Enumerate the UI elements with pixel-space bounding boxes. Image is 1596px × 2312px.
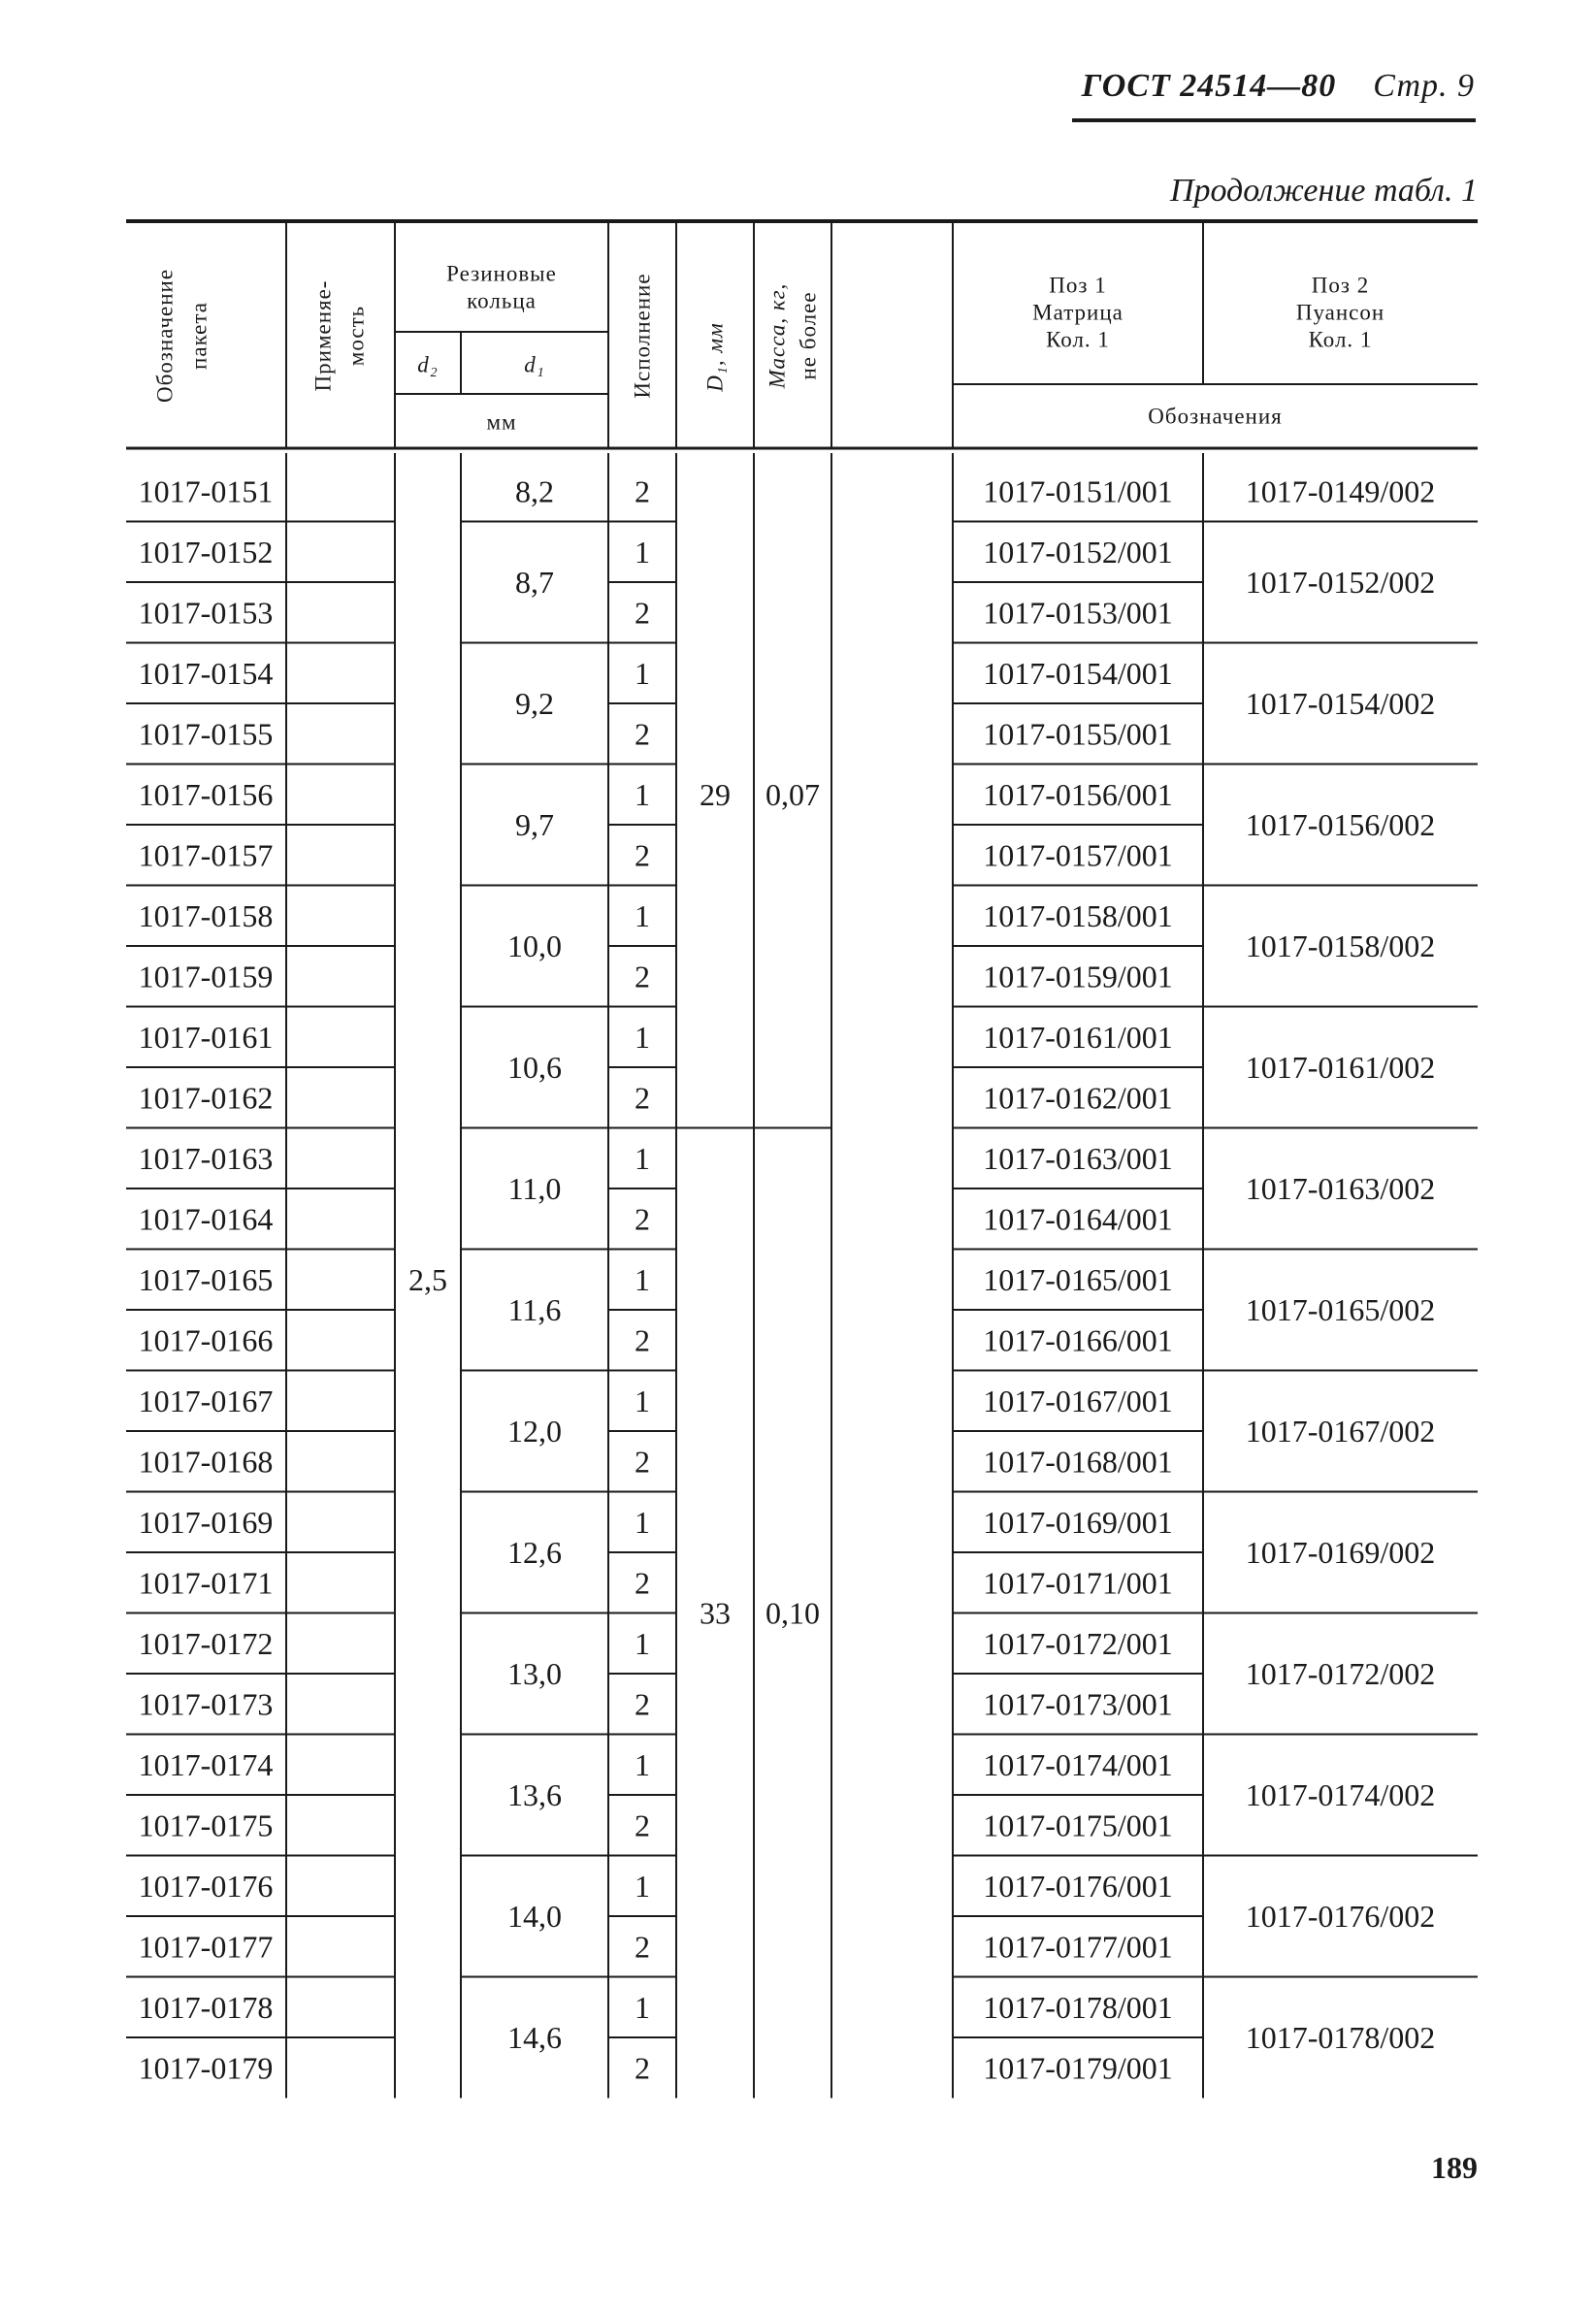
header-pos2: Пуансон <box>1295 300 1385 325</box>
row-designation: 1017-0159 <box>138 959 274 994</box>
row-die-designation: 1017-0173/001 <box>983 1686 1173 1722</box>
row-version: 1 <box>635 776 650 812</box>
row-die-designation: 1017-0153/001 <box>983 595 1173 631</box>
punch-designation: 1017-0167/002 <box>1245 1414 1436 1449</box>
row-die-designation: 1017-0152/001 <box>983 534 1173 570</box>
row-die-designation: 1017-0155/001 <box>983 716 1173 752</box>
row-designation: 1017-0168 <box>138 1444 274 1480</box>
row-designation: 1017-0173 <box>138 1686 274 1722</box>
row-designation: 1017-0151 <box>138 473 274 509</box>
row-version: 1 <box>635 897 650 933</box>
row-die-designation: 1017-0162/001 <box>983 1080 1173 1116</box>
punch-designation: 1017-0172/002 <box>1245 1656 1436 1691</box>
row-version: 2 <box>635 1080 650 1116</box>
row-die-designation: 1017-0151/001 <box>983 473 1173 509</box>
header-pos2: Поз 2 <box>1311 273 1370 298</box>
punch-designation: 1017-0178/002 <box>1245 2020 1436 2055</box>
row-designation: 1017-0178 <box>138 1989 274 2025</box>
header-pos1: Поз 1 <box>1049 273 1107 298</box>
row-version: 2 <box>635 1686 650 1722</box>
row-version: 2 <box>635 837 650 873</box>
d1-value: 13,0 <box>507 1656 562 1691</box>
header-rule <box>1072 118 1476 122</box>
row-designation: 1017-0163 <box>138 1140 274 1176</box>
punch-designation: 1017-0176/002 <box>1245 1899 1436 1934</box>
punch-designation: 1017-0158/002 <box>1245 928 1436 963</box>
header-rings: кольца <box>467 288 537 313</box>
header-version: Исполнение <box>630 273 655 399</box>
punch-designation: 1017-0174/002 <box>1245 1777 1436 1812</box>
row-designation: 1017-0175 <box>138 1807 274 1843</box>
row-designation: 1017-0165 <box>138 1261 274 1297</box>
row-die-designation: 1017-0157/001 <box>983 837 1173 873</box>
row-die-designation: 1017-0174/001 <box>983 1746 1173 1782</box>
row-designation: 1017-0174 <box>138 1746 274 1782</box>
row-version: 1 <box>635 1746 650 1782</box>
row-version: 1 <box>635 534 650 570</box>
header-designation: Обозначение <box>152 268 178 404</box>
row-designation: 1017-0176 <box>138 1868 274 1904</box>
row-designation: 1017-0158 <box>138 897 274 933</box>
row-version: 2 <box>635 2050 650 2086</box>
row-version: 1 <box>635 1383 650 1418</box>
row-version: 1 <box>635 655 650 691</box>
row-version: 2 <box>635 1807 650 1843</box>
row-version: 2 <box>635 959 650 994</box>
row-version: 2 <box>635 595 650 631</box>
row-die-designation: 1017-0165/001 <box>983 1261 1173 1297</box>
row-designation: 1017-0171 <box>138 1565 274 1601</box>
d2-value: 2,5 <box>408 1261 447 1297</box>
row-die-designation: 1017-0178/001 <box>983 1989 1173 2025</box>
row-version: 1 <box>635 1989 650 2025</box>
mass-value: 0,10 <box>765 1595 820 1631</box>
punch-designation: 1017-0149/002 <box>1245 473 1436 509</box>
header-mm: мм <box>486 409 517 435</box>
row-die-designation: 1017-0176/001 <box>983 1868 1173 1904</box>
row-die-designation: 1017-0163/001 <box>983 1140 1173 1176</box>
row-die-designation: 1017-0167/001 <box>983 1383 1173 1418</box>
D1-value: 33 <box>700 1595 731 1631</box>
row-die-designation: 1017-0179/001 <box>983 2050 1173 2086</box>
row-die-designation: 1017-0177/001 <box>983 1929 1173 1965</box>
row-version: 2 <box>635 1565 650 1601</box>
d1-value: 14,6 <box>507 2020 562 2055</box>
d1-value: 8,2 <box>515 473 554 509</box>
row-version: 1 <box>635 1625 650 1661</box>
d1-value: 11,0 <box>507 1171 562 1206</box>
page-number: 189 <box>1431 2150 1478 2185</box>
row-die-designation: 1017-0172/001 <box>983 1625 1173 1661</box>
row-die-designation: 1017-0169/001 <box>983 1504 1173 1540</box>
row-version: 2 <box>635 1322 650 1358</box>
header-applicability: Применяе- <box>310 279 336 392</box>
table-continuation-note: Продолжение табл. 1 <box>1169 173 1478 209</box>
row-designation: 1017-0164 <box>138 1201 274 1237</box>
row-designation: 1017-0179 <box>138 2050 274 2086</box>
row-version: 1 <box>635 1140 650 1176</box>
row-die-designation: 1017-0159/001 <box>983 959 1173 994</box>
header-pos2: Кол. 1 <box>1308 327 1373 352</box>
d1-value: 9,7 <box>515 807 554 842</box>
header-D1: D₁, мм <box>702 322 728 392</box>
row-die-designation: 1017-0171/001 <box>983 1565 1173 1601</box>
row-version: 1 <box>635 1261 650 1297</box>
mass-value: 0,07 <box>765 776 820 812</box>
punch-designation: 1017-0152/002 <box>1245 565 1436 600</box>
page-label: Стр. 9 <box>1373 68 1475 104</box>
row-designation: 1017-0161 <box>138 1019 274 1055</box>
row-version: 1 <box>635 1868 650 1904</box>
row-die-designation: 1017-0175/001 <box>983 1807 1173 1843</box>
header-d2: d₂ <box>417 352 439 377</box>
row-designation: 1017-0155 <box>138 716 274 752</box>
punch-designation: 1017-0163/002 <box>1245 1171 1436 1206</box>
row-version: 2 <box>635 473 650 509</box>
d1-value: 9,2 <box>515 686 554 721</box>
D1-value: 29 <box>700 776 731 812</box>
header-applicability: мость <box>343 305 369 367</box>
header-designation: пакета <box>186 302 212 370</box>
page-header <box>1082 68 1475 105</box>
row-designation: 1017-0153 <box>138 595 274 631</box>
row-designation: 1017-0154 <box>138 655 274 691</box>
row-designation: 1017-0156 <box>138 776 274 812</box>
header-rings: Резиновые <box>446 261 557 286</box>
standard-number: ГОСТ 24514—80 <box>1081 68 1337 104</box>
d1-value: 8,7 <box>515 565 554 600</box>
punch-designation: 1017-0154/002 <box>1245 686 1436 721</box>
row-designation: 1017-0169 <box>138 1504 274 1540</box>
row-version: 1 <box>635 1019 650 1055</box>
d1-value: 12,0 <box>507 1414 562 1449</box>
header-pos1: Кол. 1 <box>1046 327 1110 352</box>
row-version: 1 <box>635 1504 650 1540</box>
row-version: 2 <box>635 1444 650 1480</box>
row-die-designation: 1017-0164/001 <box>983 1201 1173 1237</box>
punch-designation: 1017-0165/002 <box>1245 1292 1436 1327</box>
d1-value: 11,6 <box>507 1292 562 1327</box>
d1-value: 14,0 <box>507 1899 562 1934</box>
row-designation: 1017-0172 <box>138 1625 274 1661</box>
row-designation: 1017-0177 <box>138 1929 274 1965</box>
row-designation: 1017-0152 <box>138 534 274 570</box>
row-die-designation: 1017-0154/001 <box>983 655 1173 691</box>
row-version: 2 <box>635 1201 650 1237</box>
row-die-designation: 1017-0168/001 <box>983 1444 1173 1480</box>
punch-designation: 1017-0156/002 <box>1245 807 1436 842</box>
row-version: 2 <box>635 1929 650 1965</box>
d1-value: 10,0 <box>507 928 562 963</box>
row-designation: 1017-0162 <box>138 1080 274 1116</box>
d1-value: 13,6 <box>507 1777 562 1812</box>
row-designation: 1017-0167 <box>138 1383 274 1418</box>
header-mass: Масса, кг, <box>765 282 790 389</box>
punch-designation: 1017-0161/002 <box>1245 1050 1436 1085</box>
header-d1: d₁ <box>524 352 545 377</box>
row-designation: 1017-0157 <box>138 837 274 873</box>
d1-value: 10,6 <box>507 1050 562 1085</box>
header-pos1: Матрица <box>1032 300 1124 325</box>
row-die-designation: 1017-0166/001 <box>983 1322 1173 1358</box>
row-die-designation: 1017-0156/001 <box>983 776 1173 812</box>
header-mass: не более <box>796 291 821 380</box>
row-die-designation: 1017-0158/001 <box>983 897 1173 933</box>
header-designations: Обозначения <box>1148 404 1283 429</box>
row-designation: 1017-0166 <box>138 1322 274 1358</box>
row-die-designation: 1017-0161/001 <box>983 1019 1173 1055</box>
row-version: 2 <box>635 716 650 752</box>
specification-table <box>126 221 1478 2134</box>
punch-designation: 1017-0169/002 <box>1245 1535 1436 1570</box>
d1-value: 12,6 <box>507 1535 562 1570</box>
